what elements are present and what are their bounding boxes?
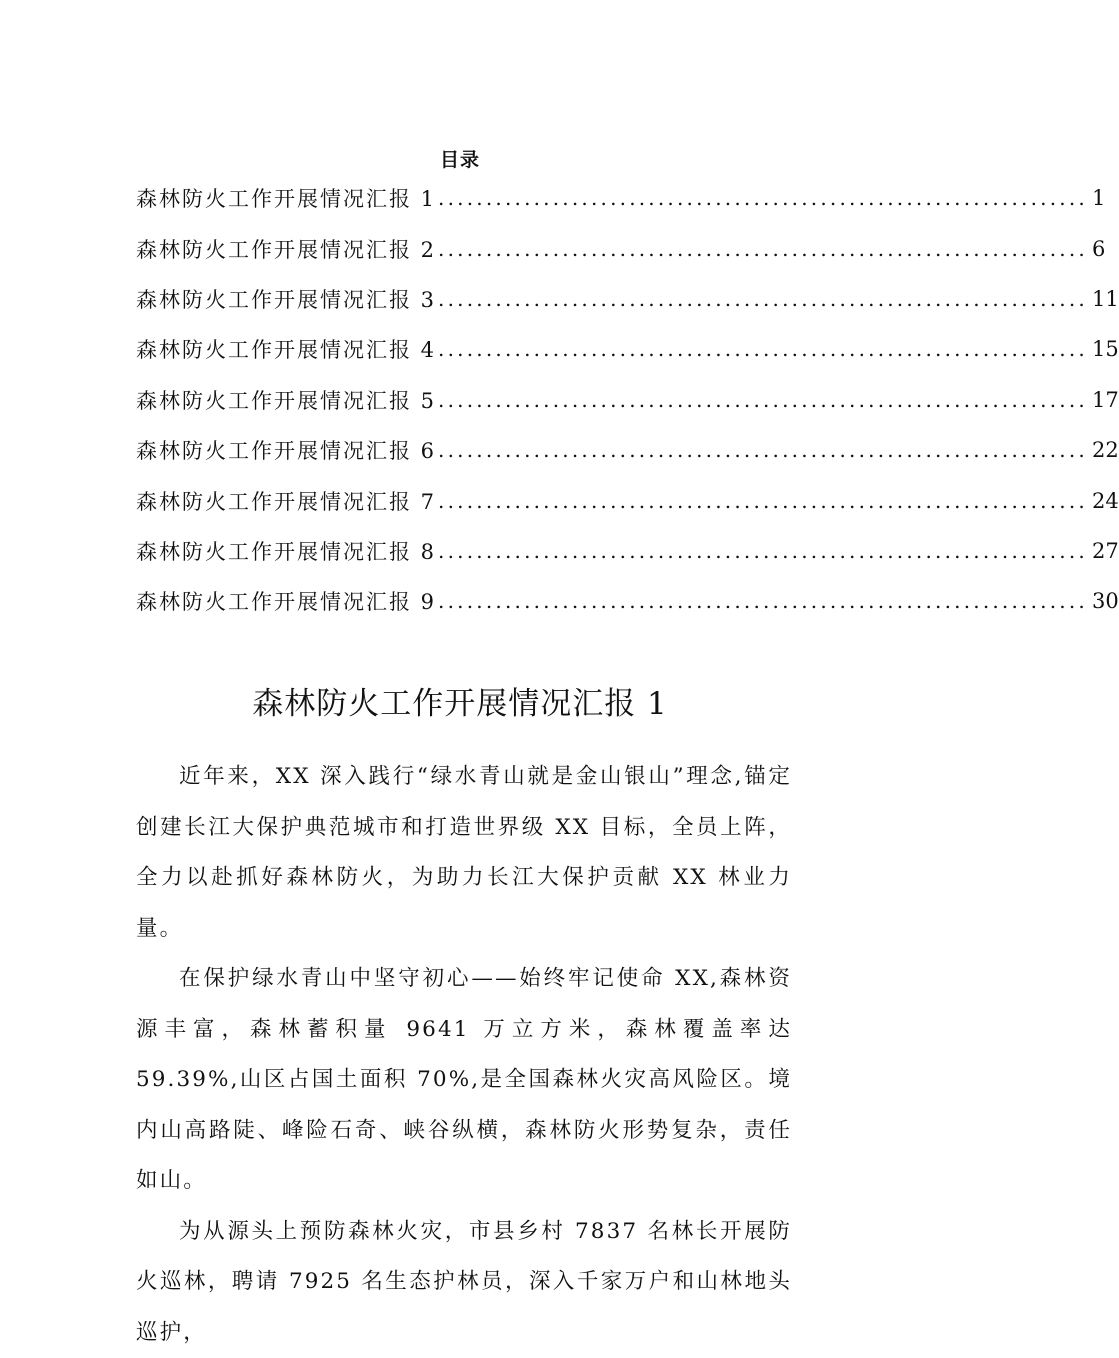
toc-dot-leader: ....................................................................: [438, 388, 1088, 412]
toc-dot-leader: ....................................................................: [438, 186, 1088, 210]
toc-entry[interactable]: [136, 324, 773, 374]
toc-entry-label: 森林防火工作开展情况汇报 8: [136, 536, 436, 566]
toc-entry[interactable]: [136, 526, 773, 576]
toc-dot-leader: ....................................................................: [438, 589, 1088, 613]
toc-entry[interactable]: [136, 425, 773, 475]
toc-entry-page: 1: [1092, 186, 1105, 210]
toc-dot-leader: ....................................................................: [438, 438, 1088, 462]
toc-entry[interactable]: [136, 475, 773, 525]
toc-entry-page: 6: [1092, 237, 1105, 261]
toc-entry-label: 森林防火工作开展情况汇报 1: [136, 183, 436, 213]
toc-entry-label: 森林防火工作开展情况汇报 9: [136, 586, 436, 616]
toc-entry[interactable]: [136, 274, 773, 324]
toc-entry-label: 森林防火工作开展情况汇报 3: [136, 284, 436, 314]
toc-entry-label: 森林防火工作开展情况汇报 4: [136, 334, 436, 364]
toc-dot-leader: ....................................................................: [438, 287, 1088, 311]
report-body: [136, 752, 792, 1358]
toc-entry-label: 森林防火工作开展情况汇报 7: [136, 486, 436, 516]
body-paragraph: 为从源头上预防森林火灾，市县乡村 7837 名林长开展防火巡林，聘请 7925 名生态护林员，深入千家万户和山林地头巡护，: [136, 1207, 792, 1358]
toc-entry-label: 森林防火工作开展情况汇报 2: [136, 234, 436, 264]
toc-entry-page: 17: [1092, 388, 1119, 412]
body-paragraph: 近年来，XX 深入践行“绿水青山就是金山银山”理念,锚定创建长江大保护典范城市和打造世界级 XX 目标，全员上阵，全力以赴抓好森林防火，为助力长江大保护贡献 XX 林业力量。: [136, 752, 792, 954]
toc-entry[interactable]: [136, 223, 773, 273]
toc-entry[interactable]: [136, 173, 773, 223]
toc-dot-leader: ....................................................................: [438, 237, 1088, 261]
toc-title: 目录: [0, 145, 920, 172]
toc-entry-page: 22: [1092, 438, 1119, 462]
toc-entry-page: 30: [1092, 589, 1119, 613]
toc-dot-leader: ....................................................................: [438, 489, 1088, 513]
toc-entry-page: 27: [1092, 539, 1119, 563]
toc-dot-leader: ....................................................................: [438, 539, 1088, 563]
toc-dot-leader: ....................................................................: [438, 337, 1088, 361]
report-title: 森林防火工作开展情况汇报 1: [0, 678, 920, 723]
toc-entry-page: 24: [1092, 489, 1119, 513]
body-paragraph: 在保护绿水青山中坚守初心——始终牢记使命 XX,森林资源丰富，森林蓄积量 9641 万立方米，森林覆盖率达 59.39%,山区占国土面积 70%,是全国森林火灾高风险区。境内山高路陡、峰险石奇、峡谷纵横，森林防火形势复杂，责任如山。: [136, 954, 792, 1207]
toc-entry-page: 15: [1092, 337, 1119, 361]
toc-entry-label: 森林防火工作开展情况汇报 5: [136, 385, 436, 415]
toc-entry[interactable]: [136, 576, 773, 626]
toc-entry-label: 森林防火工作开展情况汇报 6: [136, 435, 436, 465]
table-of-contents: [136, 173, 773, 627]
toc-entry[interactable]: [136, 375, 773, 425]
toc-entry-page: 11: [1092, 287, 1119, 311]
